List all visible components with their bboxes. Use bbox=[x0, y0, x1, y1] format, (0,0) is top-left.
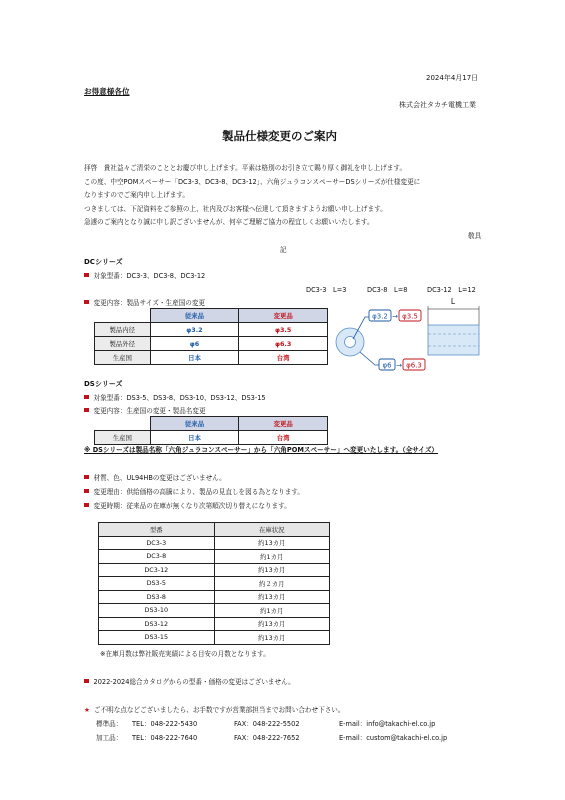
outer-old-label: φ6 bbox=[382, 361, 392, 370]
bullet-item: 材質、色、UL94HBの変更はございません。 bbox=[84, 472, 226, 482]
inner-new-label: φ3.5 bbox=[402, 312, 418, 321]
outer-arrow: → bbox=[396, 361, 402, 370]
old-value: 日本 bbox=[150, 351, 239, 365]
header-old: 従来品 bbox=[150, 417, 239, 431]
old-value: φ6 bbox=[150, 337, 239, 351]
model-cell: DS3-15 bbox=[99, 631, 215, 645]
table-row bbox=[99, 563, 330, 577]
table-row bbox=[99, 617, 330, 631]
outer-new-label: φ6.3 bbox=[406, 361, 422, 370]
bullet-icon bbox=[84, 679, 89, 684]
ds-change: 変更内容：生産国の変更・製品名変更 bbox=[84, 405, 206, 415]
dc-target: 対象型番：DC3-3、DC3-8、DC3-12 bbox=[84, 270, 205, 280]
stock-cell: 約13カ月 bbox=[214, 590, 329, 604]
intro-line: なりますのでご案内申し上げます。 bbox=[84, 191, 189, 199]
contact-email[interactable]: E-mail：custom@takachi-el.co.jp bbox=[339, 734, 448, 742]
table-row bbox=[95, 323, 328, 337]
header-old: 従来品 bbox=[150, 309, 239, 323]
contact-dept: 標準品： bbox=[96, 720, 123, 728]
stock-cell: 約２カ月 bbox=[214, 577, 329, 591]
dc-size-label: DC3-12 L=12 bbox=[427, 286, 476, 294]
document-date: 2024年4月17日 bbox=[426, 74, 479, 82]
table-row bbox=[95, 431, 328, 445]
ds-heading: DSシリーズ bbox=[84, 380, 123, 388]
spacer-diagram bbox=[325, 295, 495, 380]
contact-fax: FAX：048-222-7652 bbox=[234, 734, 300, 742]
table-row bbox=[99, 590, 330, 604]
bullet-icon bbox=[84, 300, 89, 305]
table-row bbox=[95, 337, 328, 351]
contact-tel: TEL：048-222-5430 bbox=[132, 720, 198, 728]
bullet-item: 変更時期：従来品の在庫が無くなり次第順次切り替えになります。 bbox=[84, 500, 291, 510]
stock-cell: 約13カ月 bbox=[214, 563, 329, 577]
table-header-row bbox=[95, 309, 328, 323]
stock-table bbox=[98, 522, 330, 645]
intro-line: 拝啓 貴社益々ご清栄のこととお慶び申し上げます。平素は格別のお引き立て賜り厚く御礼を申し上げます。 bbox=[84, 164, 407, 172]
stock-cell: 約13カ月 bbox=[214, 536, 329, 550]
bullet-icon bbox=[84, 503, 89, 508]
row-label: 生産国 bbox=[95, 431, 151, 445]
addressee: お得意様各位 bbox=[84, 87, 130, 96]
bullet-icon bbox=[84, 408, 89, 413]
bullet-icon bbox=[84, 273, 89, 278]
ds-target: 対象型番：DS3-5、DS3-8、DS3-10、DS3-12、DS3-15 bbox=[84, 392, 266, 402]
dc-spec-table bbox=[94, 308, 328, 365]
dc-size-label: DC3-3 L=3 bbox=[306, 286, 347, 294]
spacer-side-view bbox=[428, 325, 479, 355]
table-header-row bbox=[95, 417, 328, 431]
stock-note: ※在庫月数は弊社販売実績による目安の月数となります。 bbox=[100, 650, 270, 658]
contact-intro: ★ ご不明な点などございましたら、お手数ですが営業部担当までお問い合わせ下さい。 bbox=[84, 706, 345, 714]
dc-size-label: DC3-8 L=8 bbox=[367, 286, 408, 294]
page-title: 製品仕様変更のご案内 bbox=[222, 129, 337, 143]
star-icon: ★ bbox=[84, 706, 90, 714]
stock-cell: 約13カ月 bbox=[214, 617, 329, 631]
length-label: L bbox=[450, 297, 456, 306]
dc-change: 変更内容：製品サイズ・生産国の変更 bbox=[84, 297, 205, 307]
intro-line: この度、中空POMスペーサー「DC3-3、DC3-8、DC3-12」、六角ジュラコンスペーサーDSシリーズが仕様変更に bbox=[84, 178, 421, 186]
table-row bbox=[95, 351, 328, 365]
stock-cell: 約13カ月 bbox=[214, 631, 329, 645]
contact-email[interactable]: E-mail：info@takachi-el.co.jp bbox=[339, 720, 436, 728]
table-header-row bbox=[99, 523, 330, 537]
ds-rename-note: ※ DSシリーズは製品名称「六角ジュラコンスペーサー」から「六角POMスペーサー」へ変更いたします。（全サイズ） bbox=[84, 446, 439, 454]
row-label: 製品外径 bbox=[95, 337, 151, 351]
header-new: 変更品 bbox=[239, 309, 328, 323]
bullet-icon bbox=[84, 475, 89, 480]
model-cell: DS3-5 bbox=[99, 577, 215, 591]
ki-mark: 記 bbox=[280, 246, 287, 254]
header-model: 型番 bbox=[99, 523, 215, 537]
intro-line: つきましては、下記資料をご参照の上、社内及びお客様へ伝達して頂きますようお願い申し上げます。 bbox=[84, 205, 387, 213]
model-cell: DC3-12 bbox=[99, 563, 215, 577]
table-row bbox=[99, 604, 330, 618]
table-row bbox=[99, 536, 330, 550]
bullet-icon bbox=[84, 395, 89, 400]
header-new: 変更品 bbox=[239, 417, 328, 431]
model-cell: DC3-3 bbox=[99, 536, 215, 550]
new-value: 台湾 bbox=[239, 351, 328, 365]
bullet-item: 変更理由：供給価格の高騰により、製品の見直しを図る為となります。 bbox=[84, 486, 304, 496]
ds-spec-table bbox=[94, 416, 328, 445]
catalog-note: 2022-2024総合カタログからの型番・価格の変更はございません。 bbox=[84, 676, 295, 686]
table-corner bbox=[95, 417, 151, 431]
new-value: 台湾 bbox=[239, 431, 328, 445]
dc-heading: DCシリーズ bbox=[84, 258, 123, 266]
inner-old-label: φ3.2 bbox=[372, 312, 388, 321]
table-row bbox=[99, 550, 330, 564]
model-cell: DS3-10 bbox=[99, 604, 215, 618]
contact-dept: 加工品： bbox=[96, 734, 123, 742]
contact-tel: TEL：048-222-7640 bbox=[132, 734, 198, 742]
model-cell: DS3-12 bbox=[99, 617, 215, 631]
old-value: φ3.2 bbox=[150, 323, 239, 337]
model-cell: DC3-8 bbox=[99, 550, 215, 564]
stock-cell: 約1カ月 bbox=[214, 604, 329, 618]
table-row bbox=[99, 631, 330, 645]
old-value: 日本 bbox=[150, 431, 239, 445]
table-corner bbox=[95, 309, 151, 323]
outer-leader-line bbox=[360, 352, 379, 365]
table-row bbox=[99, 577, 330, 591]
new-value: φ3.5 bbox=[239, 323, 328, 337]
contact-fax: FAX：048-222-5502 bbox=[234, 720, 300, 728]
company-name: 株式会社タカチ電機工業 bbox=[399, 101, 476, 109]
header-stock: 在庫状況 bbox=[214, 523, 329, 537]
bullet-icon bbox=[84, 489, 89, 494]
row-label: 製品内径 bbox=[95, 323, 151, 337]
new-value: φ6.3 bbox=[239, 337, 328, 351]
row-label: 生産国 bbox=[95, 351, 151, 365]
model-cell: DS3-8 bbox=[99, 590, 215, 604]
inner-arrow: → bbox=[392, 312, 398, 321]
closing: 敬具 bbox=[468, 232, 482, 240]
stock-cell: 約1カ月 bbox=[214, 550, 329, 564]
intro-line: 急遽のご案内となり誠に申し訳ございませんが、何卒ご理解ご協力の程宜しくお願いいたします。 bbox=[84, 218, 374, 226]
